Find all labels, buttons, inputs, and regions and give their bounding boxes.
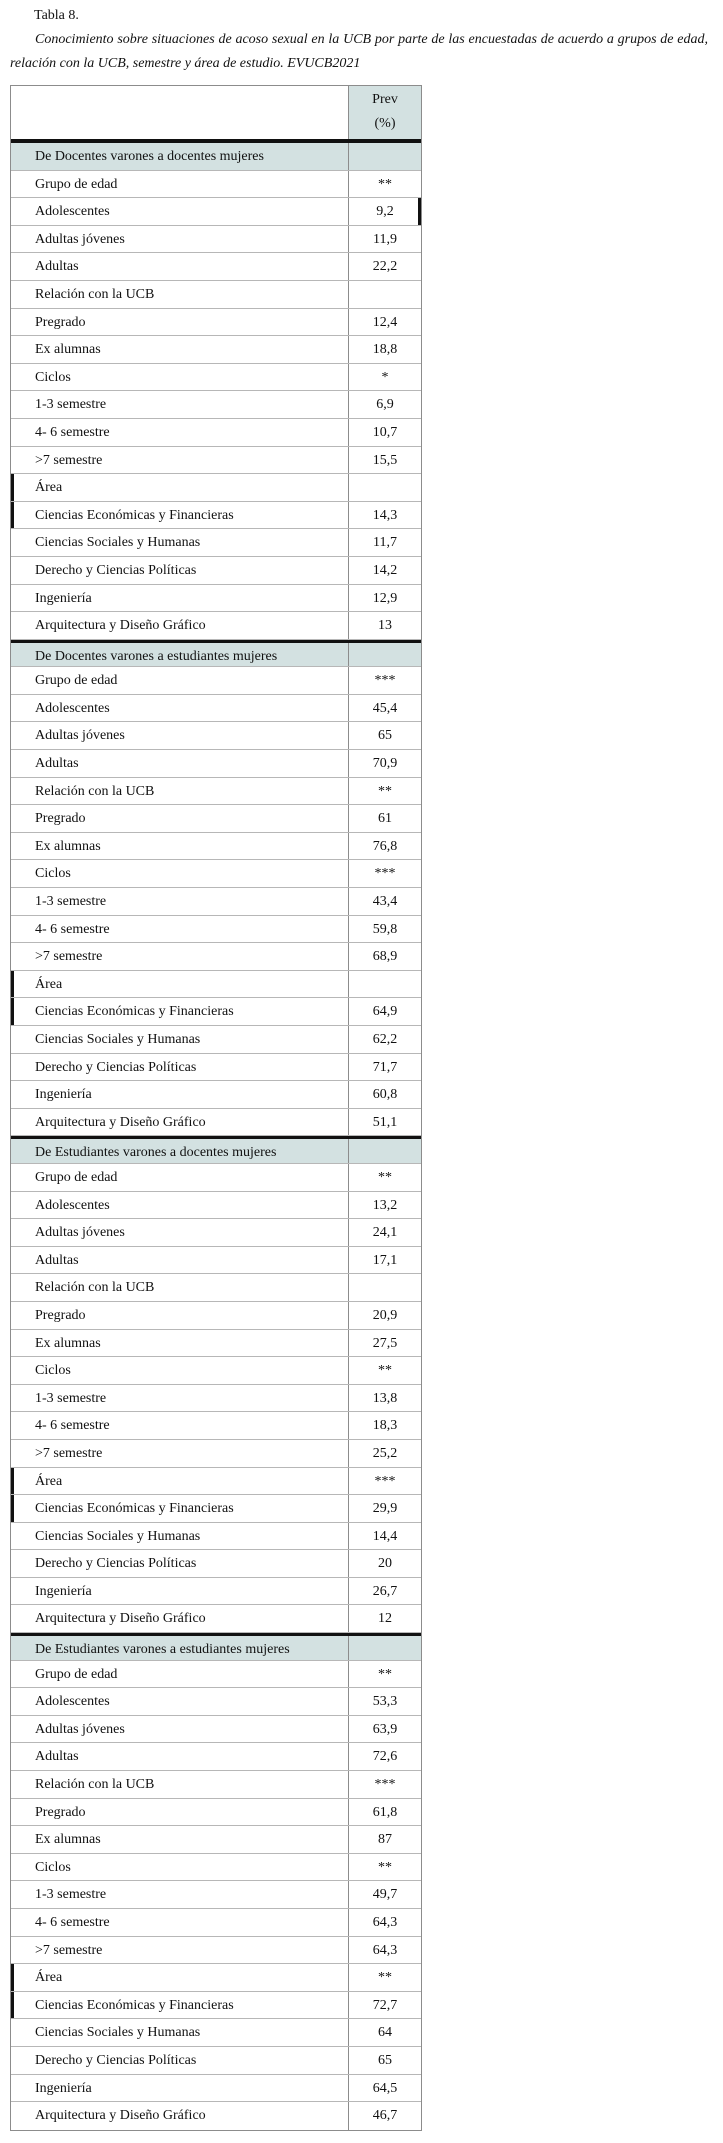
table-row [11, 888, 421, 916]
table-row [11, 1247, 421, 1275]
row-label: Adolescentes [35, 1197, 110, 1213]
row-label: Ciencias Económicas y Financieras [11, 998, 348, 1025]
row-value: 11,9 [348, 226, 421, 253]
row-value: 70,9 [348, 750, 421, 777]
row-value: 9,2 [348, 198, 421, 225]
row-value: 87 [348, 1826, 421, 1853]
section-value-cell [348, 1139, 421, 1163]
row-label: Adultas jóvenes [35, 728, 125, 744]
table-row [11, 226, 421, 254]
row-value: 14,4 [348, 1523, 421, 1550]
row-label: Grupo de edad [35, 673, 118, 689]
row-value: 60,8 [348, 1081, 421, 1108]
row-value: 59,8 [348, 916, 421, 943]
table-row [11, 1964, 421, 1992]
row-value: 10,7 [348, 419, 421, 446]
row-label: 1-3 semestre [35, 397, 107, 413]
row-label: 4- 6 semestre [35, 424, 110, 440]
table-row [11, 1412, 421, 1440]
row-label: Adultas [35, 1749, 79, 1765]
row-label: Pregrado [35, 811, 86, 827]
row-label: Adultas jóvenes [35, 1225, 125, 1241]
table-row [11, 447, 421, 475]
header-prev-label: Prev [372, 92, 398, 107]
table-row [11, 695, 421, 723]
row-label: Adultas jóvenes [35, 231, 125, 247]
row-label: Adolescentes [35, 1694, 110, 1710]
table-row [11, 1661, 421, 1689]
row-label: Ex alumnas [35, 1335, 101, 1351]
table-row [11, 502, 421, 530]
table-row [11, 585, 421, 613]
table-row [11, 612, 421, 640]
row-value: ** [348, 1661, 421, 1688]
row-value [348, 971, 421, 998]
row-label: Ciclos [35, 866, 71, 882]
row-value: 49,7 [348, 1881, 421, 1908]
row-value: 72,6 [348, 1743, 421, 1770]
row-label: Pregrado [35, 314, 86, 330]
section-header-row [11, 640, 421, 668]
table-row [11, 1054, 421, 1082]
table-row [11, 1192, 421, 1220]
row-value: 61 [348, 805, 421, 832]
row-value: 46,7 [348, 2102, 421, 2130]
row-label: Adultas [35, 259, 79, 275]
row-label: Área [11, 971, 348, 998]
table-row [11, 1992, 421, 2020]
table-row [11, 1274, 421, 1302]
table-number: Tabla 8. [34, 8, 79, 23]
section-value-cell [348, 143, 421, 170]
header-unit-label: (%) [374, 116, 396, 131]
row-label: Relación con la UCB [35, 1280, 155, 1296]
row-value: 64 [348, 2019, 421, 2046]
row-value: 63,9 [348, 1716, 421, 1743]
row-label: Arquitectura y Diseño Gráfico [35, 1611, 206, 1627]
section-value-cell [348, 1636, 421, 1660]
table-row [11, 1881, 421, 1909]
row-value: *** [348, 860, 421, 887]
row-label: >7 semestre [35, 949, 103, 965]
table-row [11, 1771, 421, 1799]
table-header-row [11, 86, 421, 143]
table-row [11, 1578, 421, 1606]
row-label: Ingeniería [35, 2080, 92, 2096]
row-value: 53,3 [348, 1688, 421, 1715]
row-value: 51,1 [348, 1109, 421, 1136]
row-label: Ciencias Sociales y Humanas [35, 1528, 201, 1544]
row-label: Arquitectura y Diseño Gráfico [35, 1114, 206, 1130]
row-label: Adultas [35, 1252, 79, 1268]
row-label: Ciencias Económicas y Financieras [11, 1992, 348, 2019]
table-row [11, 2047, 421, 2075]
row-label: Derecho y Ciencias Políticas [35, 1059, 197, 1075]
table-row [11, 1026, 421, 1054]
row-label: Arquitectura y Diseño Gráfico [35, 618, 206, 634]
row-label: >7 semestre [35, 1942, 103, 1958]
row-value: 15,5 [348, 447, 421, 474]
row-value: 45,4 [348, 695, 421, 722]
row-label: Relación con la UCB [35, 1777, 155, 1793]
row-value: 25,2 [348, 1440, 421, 1467]
table-caption: Conocimiento sobre situaciones de acoso sexual en la UCB por parte de las encuestadas de acuerdo a grupos de edad, relación con la UCB, semestre y área de estudio. EVUCB2021 [10, 32, 708, 71]
row-value: 76,8 [348, 833, 421, 860]
table-row [11, 1440, 421, 1468]
table-row [11, 557, 421, 585]
row-value: 64,9 [348, 998, 421, 1025]
row-value: ** [348, 171, 421, 198]
table-row [11, 1164, 421, 1192]
row-value: 14,2 [348, 557, 421, 584]
table-row [11, 998, 421, 1026]
row-label: Ciencias Sociales y Humanas [35, 535, 201, 551]
row-label: Ciclos [35, 1859, 71, 1875]
table-row [11, 916, 421, 944]
row-value: ** [348, 1357, 421, 1384]
row-value: ** [348, 1164, 421, 1191]
row-label: Ingeniería [35, 1087, 92, 1103]
row-label: Ciencias Económicas y Financieras [11, 502, 348, 529]
row-value: 64,3 [348, 1937, 421, 1964]
row-value: ** [348, 778, 421, 805]
row-label: Grupo de edad [35, 176, 118, 192]
table-row [11, 1605, 421, 1633]
prevalence-table [10, 85, 422, 2131]
table-row [11, 2019, 421, 2047]
row-label: Pregrado [35, 1804, 86, 1820]
table-row [11, 1550, 421, 1578]
row-label: Pregrado [35, 1307, 86, 1323]
table-row [11, 860, 421, 888]
table-row [11, 253, 421, 281]
row-label: 4- 6 semestre [35, 1915, 110, 1930]
table-row [11, 336, 421, 364]
section-title: De Estudiantes varones a docentes mujeres [35, 1145, 277, 1161]
row-value: 62,2 [348, 1026, 421, 1053]
row-value: 18,3 [348, 1412, 421, 1439]
row-value: 12,9 [348, 585, 421, 612]
table-row [11, 474, 421, 502]
table-row [11, 419, 421, 447]
table-row [11, 1799, 421, 1827]
row-label: Ciencias Económicas y Financieras [11, 1495, 348, 1522]
row-value [348, 474, 421, 501]
table-row [11, 943, 421, 971]
row-value: 65 [348, 2047, 421, 2074]
section-value-cell [348, 643, 421, 667]
row-label: 1-3 semestre [35, 894, 107, 910]
table-row [11, 1688, 421, 1716]
header-value-cell [348, 86, 421, 139]
row-label: Ingeniería [35, 590, 92, 606]
table-row [11, 1937, 421, 1965]
row-label: Grupo de edad [35, 1666, 118, 1682]
row-label: >7 semestre [35, 1445, 103, 1461]
table-row [11, 1081, 421, 1109]
table-row [11, 1716, 421, 1744]
row-label: Derecho y Ciencias Políticas [35, 1556, 197, 1572]
row-value: 68,9 [348, 943, 421, 970]
row-label: Área [11, 1468, 348, 1495]
table-row [11, 309, 421, 337]
header-label-cell [11, 86, 348, 139]
row-value: 26,7 [348, 1578, 421, 1605]
row-value: 12 [348, 1605, 421, 1632]
table-row [11, 1468, 421, 1496]
row-label: 4- 6 semestre [35, 1418, 110, 1434]
row-label: Derecho y Ciencias Políticas [35, 2052, 197, 2068]
row-value: 71,7 [348, 1054, 421, 1081]
table-row [11, 778, 421, 806]
row-value: 61,8 [348, 1799, 421, 1826]
row-value: 13,8 [348, 1385, 421, 1412]
section-title: De Docentes varones a docentes mujeres [35, 149, 264, 164]
row-value [348, 1274, 421, 1301]
table-row [11, 1743, 421, 1771]
row-label: Derecho y Ciencias Políticas [35, 562, 197, 578]
row-label: 1-3 semestre [35, 1390, 107, 1406]
row-value: 13,2 [348, 1192, 421, 1219]
table-row [11, 1219, 421, 1247]
row-label: Relación con la UCB [35, 286, 155, 302]
table-row [11, 364, 421, 392]
row-value: 29,9 [348, 1495, 421, 1522]
row-label: Ex alumnas [35, 1832, 101, 1848]
table-row [11, 198, 421, 226]
table-row [11, 750, 421, 778]
table-row [11, 529, 421, 557]
row-label: Área [11, 1964, 348, 1991]
table-row [11, 1330, 421, 1358]
table-row [11, 1302, 421, 1330]
section-header-row [11, 143, 421, 171]
row-value: 43,4 [348, 888, 421, 915]
table-row [11, 281, 421, 309]
table-row [11, 805, 421, 833]
row-label: 1-3 semestre [35, 1887, 107, 1903]
row-value: 64,3 [348, 1909, 421, 1936]
row-value: ** [348, 1964, 421, 1991]
table-row [11, 1523, 421, 1551]
row-value: *** [348, 667, 421, 694]
row-value: 14,3 [348, 502, 421, 529]
row-value: 65 [348, 722, 421, 749]
table-row [11, 1854, 421, 1882]
row-value: *** [348, 1468, 421, 1495]
row-value: 72,7 [348, 1992, 421, 2019]
table-row [11, 1495, 421, 1523]
row-value: ** [348, 1854, 421, 1881]
row-label: Ciclos [35, 1363, 71, 1379]
row-value: *** [348, 1771, 421, 1798]
table-row [11, 1909, 421, 1937]
row-label: Adultas jóvenes [35, 1721, 125, 1737]
row-label: Arquitectura y Diseño Gráfico [35, 2108, 206, 2124]
table-row [11, 1385, 421, 1413]
table-row [11, 1109, 421, 1137]
row-value: * [348, 364, 421, 391]
row-value: 18,8 [348, 336, 421, 363]
row-label: Ciclos [35, 369, 71, 385]
table-row [11, 2102, 421, 2130]
table-row [11, 171, 421, 199]
section-header-row [11, 1633, 421, 1661]
table-row [11, 1826, 421, 1854]
table-row [11, 667, 421, 695]
row-value: 17,1 [348, 1247, 421, 1274]
row-value: 27,5 [348, 1330, 421, 1357]
row-value: 64,5 [348, 2075, 421, 2102]
row-value: 22,2 [348, 253, 421, 280]
row-value: 20 [348, 1550, 421, 1577]
row-label: >7 semestre [35, 452, 103, 468]
row-value: 24,1 [348, 1219, 421, 1246]
row-label: Ciencias Sociales y Humanas [35, 2025, 201, 2041]
row-label: Relación con la UCB [35, 783, 155, 799]
table-row [11, 391, 421, 419]
row-value: 13 [348, 612, 421, 639]
row-value: 12,4 [348, 309, 421, 336]
row-label: Grupo de edad [35, 1169, 118, 1185]
table-row [11, 722, 421, 750]
row-label: Adolescentes [35, 700, 110, 716]
row-value [348, 281, 421, 308]
row-label: 4- 6 semestre [35, 921, 110, 937]
row-label: Ex alumnas [35, 838, 101, 854]
row-value: 20,9 [348, 1302, 421, 1329]
row-value: 11,7 [348, 529, 421, 556]
section-header-row [11, 1136, 421, 1164]
row-label: Adolescentes [35, 204, 110, 220]
row-label: Ingeniería [35, 1583, 92, 1599]
row-label: Ex alumnas [35, 342, 101, 358]
table-row [11, 2075, 421, 2103]
table-row [11, 1357, 421, 1385]
row-label: Ciencias Sociales y Humanas [35, 1032, 201, 1047]
row-value: 6,9 [348, 391, 421, 418]
row-label: Área [11, 474, 348, 501]
table-row [11, 971, 421, 999]
section-title: De Estudiantes varones a estudiantes mujeres [35, 1642, 290, 1658]
section-title: De Docentes varones a estudiantes mujeres [35, 648, 278, 664]
table-row [11, 833, 421, 861]
row-label: Adultas [35, 756, 79, 772]
